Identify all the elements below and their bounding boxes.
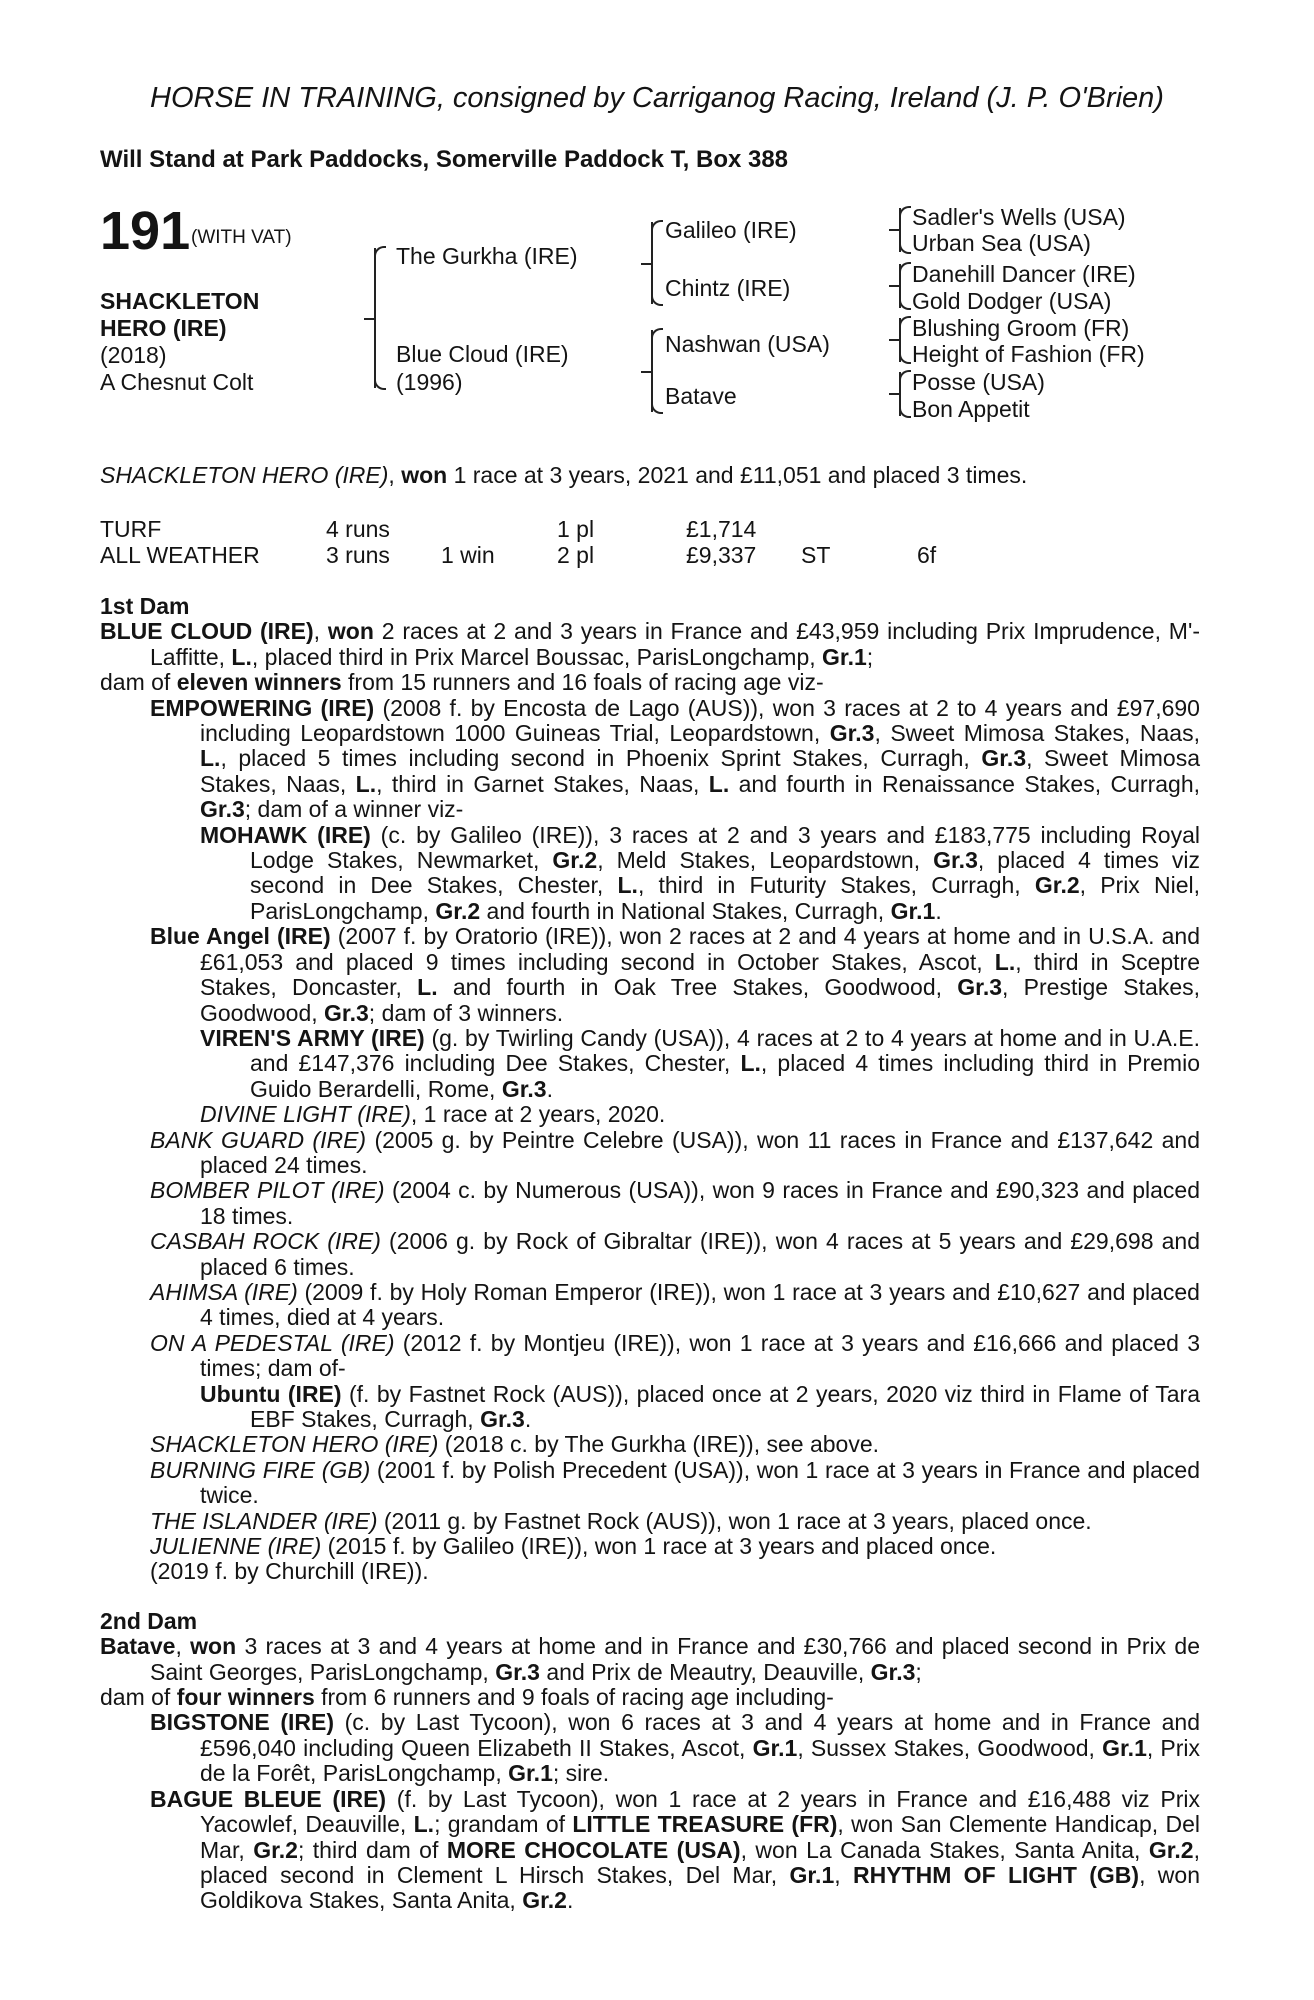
bold-run: Gr.3 [324, 999, 369, 1026]
bold-run: VIREN'S ARMY (IRE) [200, 1024, 425, 1051]
horse-name-line1: SHACKLETON [100, 288, 260, 314]
italic-run: JULIENNE (IRE) [150, 1533, 322, 1560]
bold-run: Gr.2 [552, 847, 598, 874]
text-run: (2011 g. by Fastnet Rock (AUS)), won 1 race at 3 years, placed once. [377, 1507, 1092, 1534]
text-run: (f. by Fastnet Rock (AUS)), placed once at 2 years, 2020 viz third in Flame of Tara EBF Stakes, Curragh, [250, 1380, 1200, 1432]
produce-virens-army [100, 1026, 1200, 1102]
pedigree-gen3-8: Bon Appetit [912, 396, 1030, 422]
text-run: (2007 f. by Oratorio (IRE)), won 2 races at 2 and 4 years at home and in U.S.A. and £61,053 and placed 9 times including second in October Stakes, Ascot, [200, 923, 1200, 975]
bold-run: L. [708, 770, 730, 797]
text-run: , won La Canada Stakes, Santa Anita, [740, 1836, 1149, 1863]
pedigree-dam-dam: Batave [665, 383, 737, 409]
text-run: from 6 runners and 9 foals of racing age including- [314, 1684, 834, 1711]
bold-run: BAGUE BLEUE (IRE) [150, 1785, 387, 1812]
first-dam-paragraph [100, 619, 1200, 670]
text-run: (2001 f. by Polish Precedent (USA)), won 1 race at 3 years in France and placed twice. [200, 1456, 1200, 1509]
bold-run: BLUE CLOUD (IRE) [100, 618, 314, 645]
text-run: , third in Garnet Stakes, Naas, [376, 770, 709, 797]
bold-run: Gr.3 [870, 1658, 916, 1685]
bold-run: LITTLE TREASURE (FR) [572, 1811, 838, 1838]
italic-run: THE ISLANDER (IRE) [150, 1507, 378, 1534]
bracket-point-5 [889, 285, 899, 287]
bracket-point-7 [889, 393, 899, 395]
bold-run: L. [355, 770, 377, 797]
text-run: . [546, 1075, 553, 1102]
pedigree-sire: The Gurkha (IRE) [396, 243, 578, 269]
produce-casbah-rock [100, 1229, 1200, 1280]
produce-bague-bleue [100, 1787, 1200, 1914]
italic-run: ON A PEDESTAL (IRE) [150, 1329, 395, 1356]
text-run: , Prix de la Forêt, ParisLongchamp, [200, 1734, 1201, 1787]
text-run: , [175, 1633, 191, 1660]
text-run: . [935, 897, 942, 924]
bold-run: Gr.2 [1034, 872, 1080, 899]
pedigree-gen3-6: Height of Fashion (FR) [912, 341, 1145, 367]
produce-ahimsa [100, 1280, 1200, 1331]
bold-run: four winners [176, 1684, 315, 1711]
bold-run: Blue Angel (IRE) [150, 923, 331, 950]
bold-run: L. [417, 974, 438, 1001]
text-run: and fourth in Oak Tree Stakes, Goodwood, [437, 974, 958, 1001]
text-run: from 15 runners and 16 foals of racing age viz- [341, 669, 824, 696]
pedigree-gen3-3: Danehill Dancer (IRE) [912, 261, 1136, 287]
produce-mohawk [100, 823, 1200, 925]
record-runs-1: 4 runs [326, 516, 390, 542]
bracket-point-4 [889, 229, 899, 231]
bold-run: Gr.1 [752, 1734, 798, 1761]
text-run: , placed 5 times including second in Phoenix Sprint Stakes, Curragh, [220, 745, 982, 772]
bold-run: Gr.1 [508, 1760, 553, 1787]
bold-run: Gr.2 [1148, 1836, 1194, 1863]
second-dam-paragraph [100, 1634, 1200, 1685]
text-run: , won Goldikova Stakes, Santa Anita, [200, 1861, 1200, 1914]
pedigree-dam: Blue Cloud (IRE) [396, 341, 569, 367]
bold-run: RHYTHM OF LIGHT (GB) [852, 1861, 1140, 1888]
text-run: . [524, 1406, 532, 1432]
text-run: , placed 4 times including third in Premio Guido Berardelli, Rome, [250, 1050, 1200, 1102]
text-run: , Meld Stakes, Leopardstown, [597, 847, 934, 874]
bold-run: Gr.3 [495, 1658, 540, 1685]
produce-burning-fire [100, 1458, 1200, 1509]
text-run: , Prestige Stakes, Goodwood, [200, 974, 1201, 1026]
bold-run: L. [617, 872, 638, 899]
bold-run: MORE CHOCOLATE (USA) [446, 1836, 741, 1863]
text-run: (2005 g. by Peintre Celebre (USA)), won 11 races in France and £137,642 and placed 24 times. [200, 1126, 1200, 1178]
horse-name-line2: HERO (IRE) [100, 315, 227, 341]
text-run: (2008 f. by Encosta de Lago (AUS)), won 3 races at 2 to 4 years and £97,690 including Leopardstown 1000 Guineas Trial, Leopardstown, [200, 694, 1200, 747]
produce-on-a-pedestal [100, 1331, 1200, 1382]
horse-description: A Chesnut Colt [100, 369, 254, 395]
produce-bank-guard [100, 1128, 1200, 1179]
bold-run: Ubuntu (IRE) [200, 1380, 342, 1407]
text-run: dam of [100, 1684, 177, 1711]
bold-run: BIGSTONE (IRE) [150, 1709, 334, 1736]
text-run: , 1 race at 2 years, 2020. [410, 1101, 666, 1128]
pedigree-bracket-4 [899, 208, 901, 252]
record-surface-2: ALL WEATHER [100, 542, 260, 568]
pedigree-bracket-6 [899, 318, 901, 362]
text-run: ; [866, 643, 874, 670]
text-run: ; [915, 1658, 922, 1685]
second-dam-produce-intro [100, 1685, 1200, 1710]
italic-run: DIVINE LIGHT (IRE) [200, 1101, 411, 1128]
produce-ubuntu [100, 1382, 1200, 1433]
produce-the-islander [100, 1509, 1200, 1534]
produce-2019-filly [100, 1559, 1200, 1584]
bracket-point-1 [364, 318, 374, 320]
text-run: , Sweet Mimosa Stakes, Naas, [200, 745, 1200, 797]
bold-run: Batave [100, 1633, 176, 1660]
text-run: , placed second in Clement L Hirsch Stakes, Del Mar, [200, 1836, 1200, 1888]
text-run: 3 races at 3 and 4 years at home and in France and £30,766 and placed second in Prix de Saint Georges, ParisLongchamp, [150, 1633, 1201, 1685]
produce-shackleton-hero [100, 1432, 1200, 1457]
bold-run: Gr.3 [480, 1406, 525, 1432]
record-places-2: 2 pl [557, 542, 595, 568]
text-run: , third in Futurity Stakes, Curragh, [637, 872, 1035, 899]
italic-run: AHIMSA (IRE) [150, 1278, 298, 1305]
record-runs-2: 3 runs [326, 542, 390, 568]
produce-julienne [100, 1534, 1200, 1559]
record-distance-2: 6f [917, 542, 937, 568]
text-run: ; sire. [552, 1760, 610, 1787]
italic-run: SHACKLETON HERO (IRE) [150, 1431, 439, 1458]
bold-run: Gr.1 [1102, 1734, 1147, 1761]
bold-run: L. [231, 643, 252, 670]
bracket-point-2 [641, 263, 651, 265]
text-run: 2 races at 2 and 3 years in France and £43,959 including Prix Imprudence, M'-Laffitte, [150, 618, 1200, 670]
stand-location: Will Stand at Park Paddocks, Somerville Paddock T, Box 388 [100, 146, 789, 173]
text-run: (f. by Last Tycoon), won 1 race at 2 years in France and £16,488 viz Prix Yacowlef, Deauville, [200, 1785, 1200, 1838]
text-run: ; grandam of [434, 1811, 573, 1838]
text-run: and fourth in Renaissance Stakes, Curragh, [729, 770, 1200, 797]
text-run: and fourth in National Stakes, Curragh, [480, 897, 891, 924]
text-run: , Prix Niel, ParisLongchamp, [250, 872, 1200, 924]
bold-run: Gr.2 [435, 897, 481, 924]
bold-run: Gr.1 [789, 1861, 835, 1888]
pedigree-gen3-7: Posse (USA) [912, 369, 1045, 395]
text-run: (2019 f. by Churchill (IRE)). [150, 1558, 429, 1585]
text-run: dam of [100, 669, 177, 696]
italic-run: CASBAH ROCK (IRE) [150, 1228, 381, 1255]
text-run: (2018 c. by The Gurkha (IRE)), see above. [438, 1431, 880, 1458]
text-run: , third in Sceptre Stakes, Doncaster, [200, 948, 1201, 1001]
dam-sections [100, 594, 1200, 1914]
bold-run: Gr.3 [933, 847, 978, 874]
italic-run: BOMBER PILOT (IRE) [150, 1177, 385, 1204]
text-run: (2012 f. by Montjeu (IRE)), won 1 race at 3 years and £16,666 and placed 3 times; dam of- [200, 1329, 1200, 1382]
text-run: and Prix de Meautry, Deauville, [539, 1658, 871, 1685]
text-run: (2004 c. by Numerous (USA)), won 9 races in France and £90,323 and placed 18 times. [200, 1177, 1200, 1229]
italic-run: BURNING FIRE (GB) [150, 1456, 371, 1483]
bold-run: Gr.3 [501, 1075, 547, 1102]
bold-run: Gr.2 [253, 1836, 298, 1863]
bold-run: Gr.1 [822, 643, 867, 670]
record-wins-2: 1 win [441, 542, 495, 568]
summary-rest: 1 race at 3 years, 2021 and £11,051 and placed 3 times. [447, 462, 1028, 488]
pedigree-gen3-1: Sadler's Wells (USA) [912, 204, 1126, 230]
bold-run: Gr.1 [890, 897, 936, 924]
text-run: (2015 f. by Galileo (IRE)), won 1 race at 3 years and placed once. [321, 1533, 997, 1560]
bold-run: L. [413, 1811, 435, 1838]
produce-blue-angel [100, 924, 1200, 1026]
record-places-1: 1 pl [557, 516, 595, 542]
text-run: ; third dam of [297, 1836, 447, 1863]
summary-won: won [401, 462, 448, 488]
pedigree-bracket-3 [651, 330, 653, 412]
pedigree-bracket-1 [374, 248, 376, 388]
bold-run: Gr.3 [981, 745, 1027, 772]
produce-bomber-pilot [100, 1178, 1200, 1229]
pedigree-sire-sire: Galileo (IRE) [665, 217, 797, 243]
bold-run: won [190, 1633, 237, 1660]
pedigree-dam-year: (1996) [396, 369, 463, 395]
bold-run: L. [200, 745, 221, 772]
record-prize-1: £1,714 [686, 516, 757, 542]
page-title: HORSE IN TRAINING, consigned by Carriganog Racing, Ireland (J. P. O'Brien) [150, 82, 1164, 114]
pedigree-gen3-2: Urban Sea (USA) [912, 230, 1091, 256]
pedigree-gen3-4: Gold Dodger (USA) [912, 288, 1112, 314]
pedigree-dam-sire: Nashwan (USA) [665, 331, 830, 357]
bold-run: Gr.2 [522, 1887, 567, 1914]
produce-divine-light [100, 1102, 1200, 1127]
bracket-point-6 [889, 339, 899, 341]
text-run: (g. by Twirling Candy (USA)), 4 races at 2 to 4 years at home and in U.A.E. and £147,376 including Dee Stakes, Chester, [250, 1024, 1200, 1077]
record-prize-2: £9,337 [686, 542, 757, 568]
italic-run: BANK GUARD (IRE) [150, 1126, 367, 1153]
pedigree-bracket-7 [899, 372, 901, 416]
produce-bigstone [100, 1710, 1200, 1786]
bold-run: Gr.3 [957, 974, 1003, 1001]
bold-run: EMPOWERING (IRE) [150, 694, 375, 721]
bold-run: L. [740, 1050, 761, 1077]
pedigree-bracket-2 [651, 222, 653, 304]
text-run: (2009 f. by Holy Roman Emperor (IRE)), won 1 race at 3 years and £10,627 and placed 4 times, died at 4 years. [200, 1278, 1200, 1331]
text-run: , [834, 1861, 853, 1888]
first-dam-produce-intro [100, 670, 1200, 695]
text-run: , Sweet Mimosa Stakes, Naas, [874, 720, 1200, 747]
pedigree-sire-dam: Chintz (IRE) [665, 275, 791, 301]
bold-run: won [327, 618, 374, 645]
vat-note: (WITH VAT) [191, 227, 292, 248]
lot-number: 191 [100, 201, 191, 261]
text-run: , won San Clemente Handicap, Del Mar, [200, 1811, 1200, 1863]
summary-horse: SHACKLETON HERO (IRE) [100, 462, 389, 488]
pedigree-gen3-5: Blushing Groom (FR) [912, 315, 1130, 341]
race-summary: SHACKLETON HERO (IRE), won 1 race at 3 years, 2021 and £11,051 and placed 3 times. [100, 462, 1028, 488]
text-run: . [566, 1887, 574, 1914]
text-run: , placed 4 times viz second in Dee Stakes, Chester, [250, 847, 1200, 899]
text-run: , [313, 618, 328, 645]
horse-year: (2018) [100, 342, 167, 368]
first-dam-heading: 1st Dam [100, 593, 190, 619]
record-going-2: ST [801, 542, 831, 568]
pedigree-bracket-5 [899, 264, 901, 308]
text-run: (c. by Last Tycoon), won 6 races at 3 and 4 years at home and in France and £596,040 including Queen Elizabeth II Stakes, Ascot, [200, 1709, 1200, 1761]
text-run: , placed third in Prix Marcel Boussac, ParisLongchamp, [251, 643, 823, 670]
bold-run: Gr.3 [829, 720, 875, 747]
record-surface-1: TURF [100, 516, 162, 542]
bold-run: MOHAWK (IRE) [200, 821, 371, 848]
text-run: ; dam of 3 winners. [368, 999, 564, 1026]
text-run: , Sussex Stakes, Goodwood, [797, 1734, 1103, 1761]
text-run: (2006 g. by Rock of Gibraltar (IRE)), won 4 races at 5 years and £29,698 and placed 6 times. [200, 1228, 1200, 1280]
produce-empowering [100, 696, 1200, 823]
text-run: ; dam of a winner viz- [244, 796, 464, 823]
bracket-point-3 [641, 371, 651, 373]
bold-run: eleven winners [176, 669, 342, 696]
text-run: (c. by Galileo (IRE)), 3 races at 2 and 3 years and £183,775 including Royal Lodge Stakes, Newmarket, [250, 821, 1200, 874]
second-dam-heading: 2nd Dam [100, 1607, 198, 1634]
bold-run: Gr.3 [200, 796, 245, 823]
bold-run: L. [994, 948, 1016, 975]
